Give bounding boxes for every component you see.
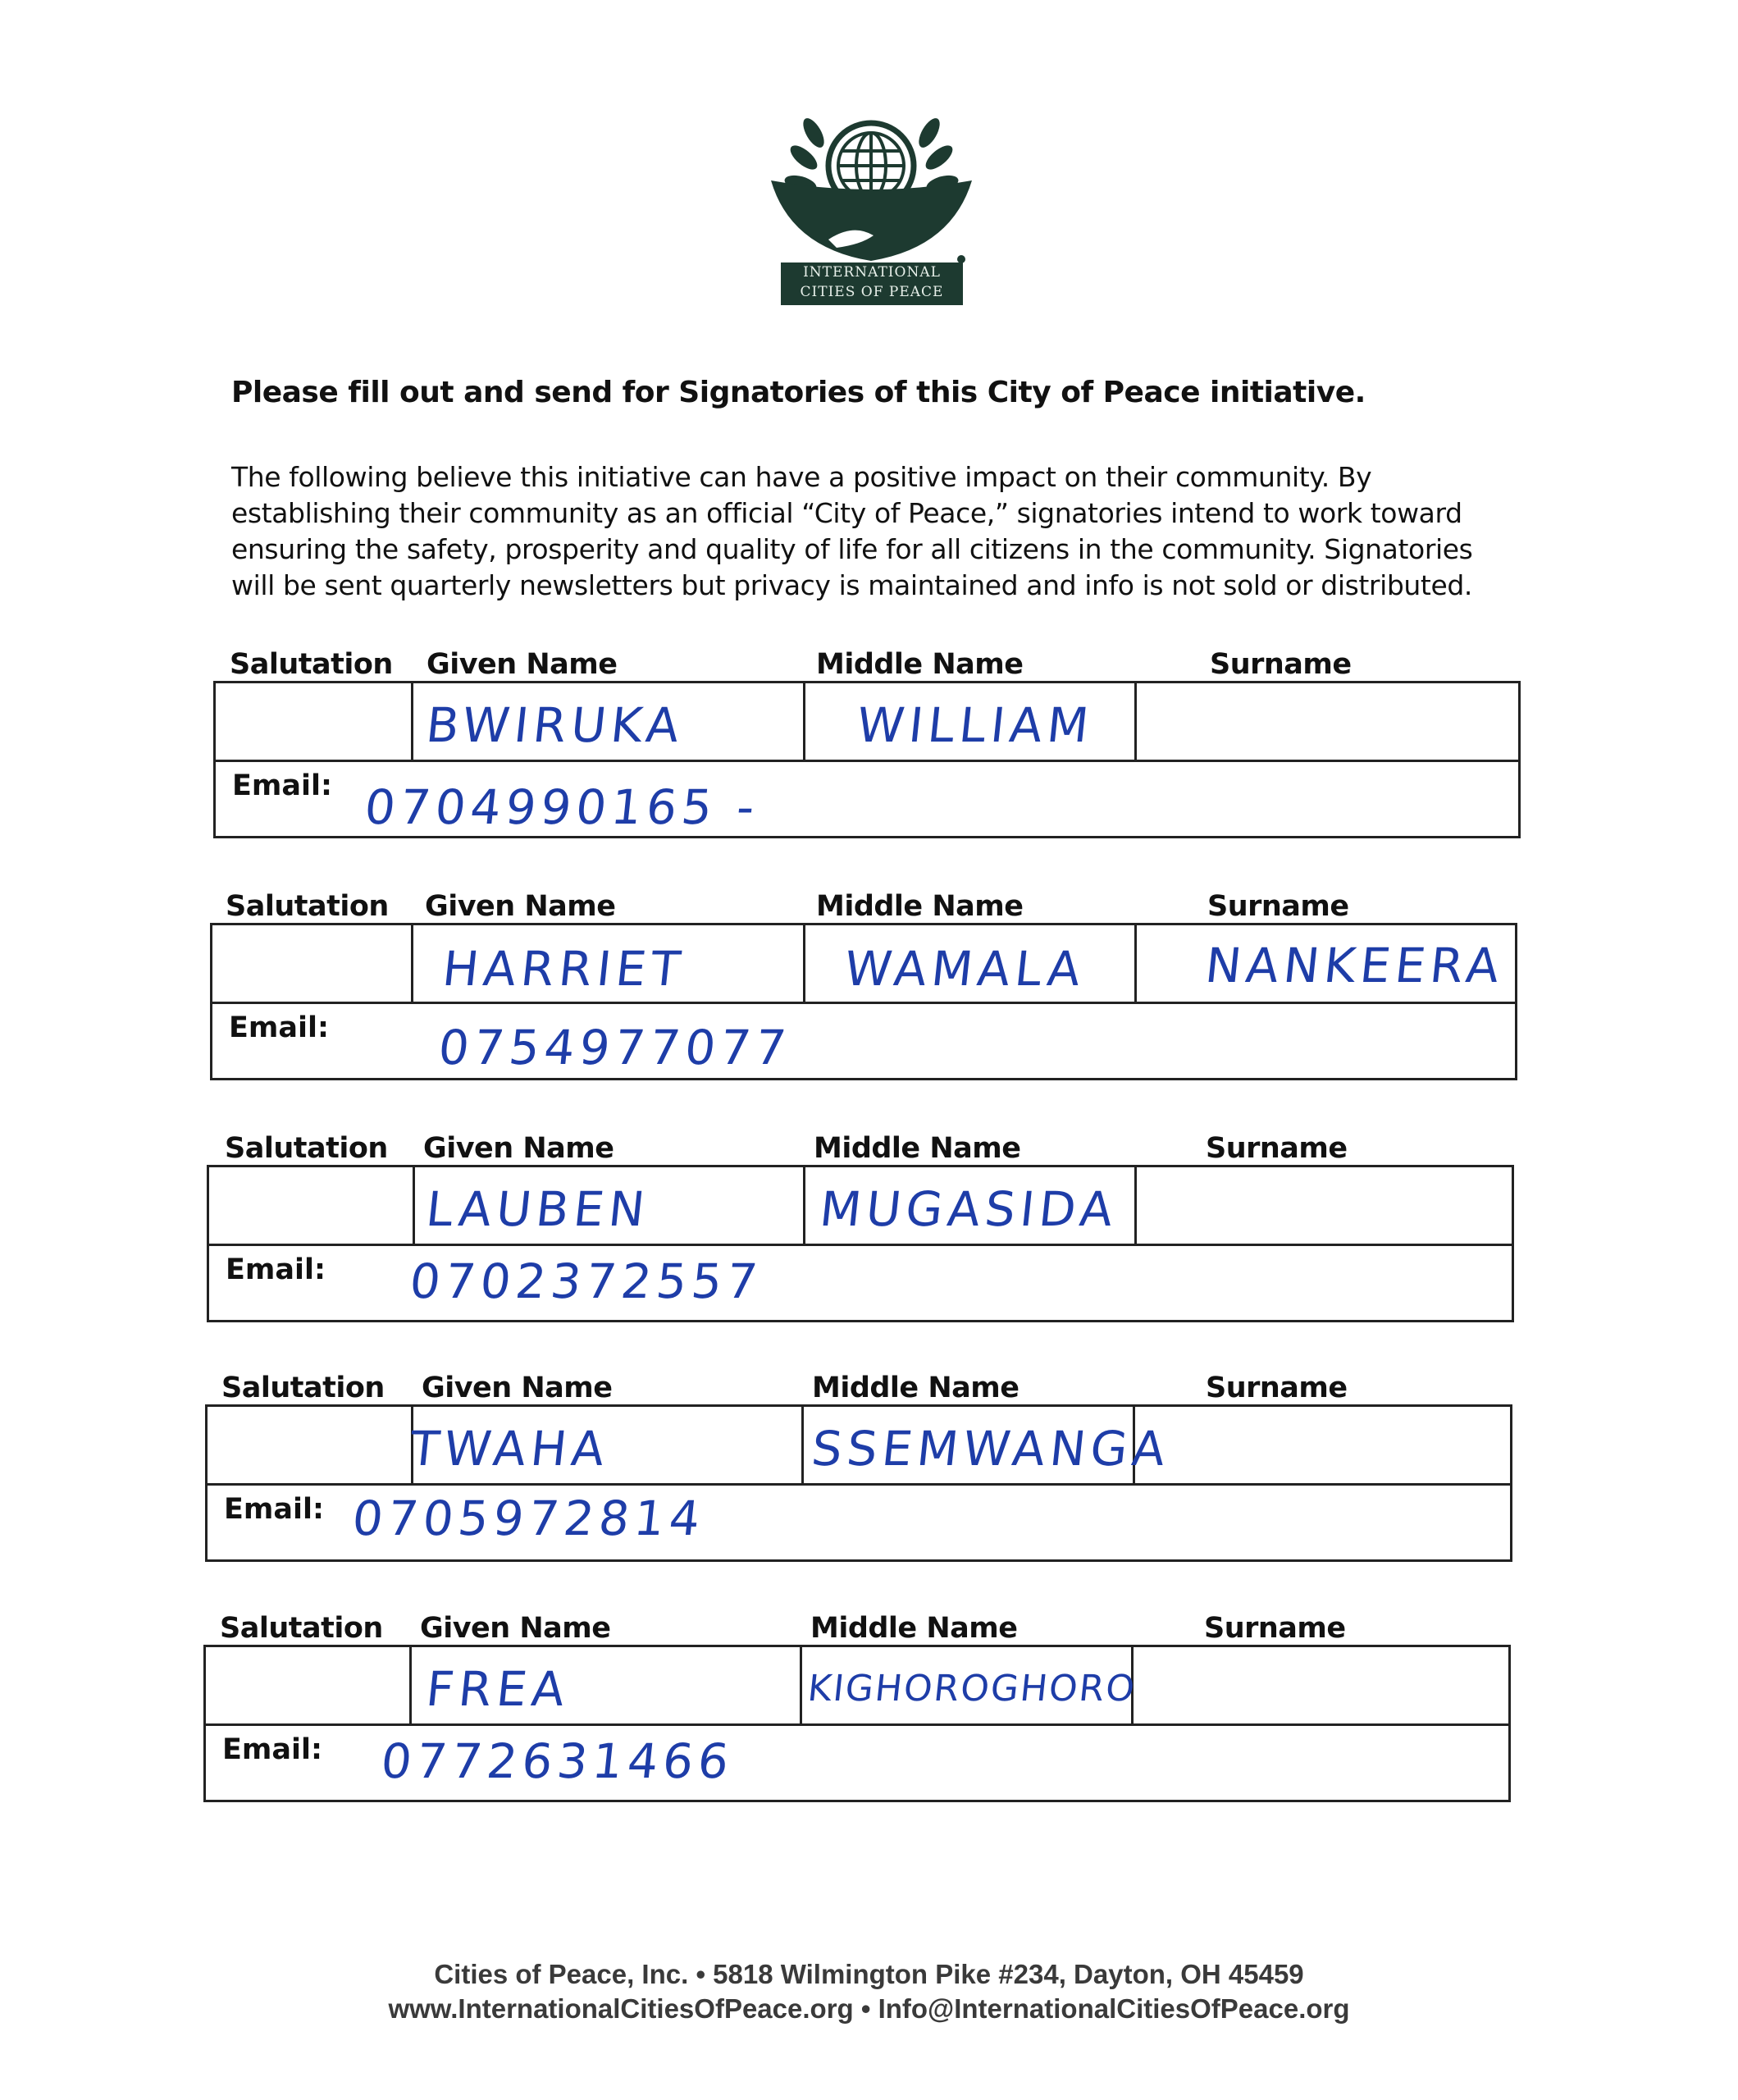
middle-name-label: Middle Name	[814, 1132, 1021, 1165]
email-label: Email:	[224, 1493, 324, 1526]
middle-name-label: Middle Name	[816, 648, 1024, 681]
signatory-entry	[205, 648, 1526, 845]
email-label: Email:	[226, 1253, 326, 1286]
email-label: Email:	[229, 1011, 329, 1044]
logo-text-line2: CITIES OF PEACE	[800, 284, 944, 300]
intro-paragraph: The following believe this initiative can have a positive impact on their community. By establishing their community as an official “City of Peace,” signatories intend to work toward ensuring the safety, prosperity and quality of life for all citizens in the community. Signatories will be sent quarterly newsletters but privacy is maintained and info is not sold or distributed.	[231, 461, 1473, 601]
surname-field[interactable]	[1134, 683, 1521, 760]
signatory-entry	[205, 1612, 1526, 1809]
salutation-label: Salutation	[230, 648, 393, 681]
middle-name-value: MUGASIDA	[817, 1181, 1120, 1237]
middle-name-label: Middle Name	[812, 1372, 1020, 1404]
footer-address: Cities of Peace, Inc. • 5818 Wilmington Pike #234, Dayton, OH 45459	[434, 1959, 1304, 1989]
middle-name-value: WAMALA	[842, 941, 1088, 997]
email-label: Email:	[232, 769, 332, 802]
signatory-entry	[205, 890, 1526, 1087]
given-name-label: Given Name	[423, 1132, 614, 1165]
surname-label: Surname	[1204, 1612, 1346, 1645]
given-name-label: Given Name	[420, 1612, 611, 1645]
salutation-label: Salutation	[226, 890, 389, 923]
given-name-value: FREA	[423, 1661, 572, 1717]
email-value: 0704990165 -	[362, 779, 762, 835]
signatory-entry	[205, 1372, 1526, 1568]
given-name-value: HARRIET	[440, 941, 688, 997]
surname-label: Surname	[1206, 1132, 1348, 1165]
surname-label: Surname	[1210, 648, 1352, 681]
logo-text-line1: INTERNATIONAL	[803, 264, 941, 281]
surname-label: Surname	[1206, 1372, 1348, 1404]
middle-name-value: SSEMWANGA	[809, 1421, 1173, 1477]
logo-text-badge	[781, 262, 963, 305]
signatory-entry	[205, 1132, 1526, 1329]
footer-contact: www.InternationalCitiesOfPeace.org • Info@InternationalCitiesOfPeace.org	[388, 1993, 1350, 2024]
email-value: 0702372557	[407, 1253, 765, 1309]
middle-name-value: WILLIAM	[854, 697, 1097, 753]
salutation-label: Salutation	[221, 1372, 385, 1404]
given-name-value: BWIRUKA	[423, 697, 687, 753]
given-name-label: Given Name	[422, 1372, 613, 1404]
surname-field[interactable]	[1133, 1407, 1512, 1483]
given-name-label: Given Name	[425, 890, 616, 923]
middle-name-label: Middle Name	[816, 890, 1024, 923]
given-name-value: LAUBEN	[423, 1181, 653, 1237]
surname-field[interactable]	[1131, 1647, 1511, 1723]
email-value: 0754977077	[436, 1020, 794, 1075]
given-name-label: Given Name	[427, 648, 618, 681]
middle-name-label: Middle Name	[810, 1612, 1018, 1645]
salutation-label: Salutation	[220, 1612, 383, 1645]
given-name-value: TWAHA	[407, 1421, 613, 1477]
salutation-label: Salutation	[225, 1132, 388, 1165]
surname-value: NANKEERA	[1202, 938, 1507, 993]
email-value: 0705972814	[349, 1491, 708, 1546]
middle-name-value: KIGHOROGHORO	[805, 1668, 1138, 1710]
surname-label: Surname	[1207, 890, 1349, 923]
page-heading: Please fill out and send for Signatories of this City of Peace initiative.	[231, 376, 1366, 409]
email-value: 0772631466	[378, 1733, 737, 1789]
surname-field[interactable]	[1134, 1167, 1514, 1244]
email-label: Email:	[222, 1733, 322, 1766]
